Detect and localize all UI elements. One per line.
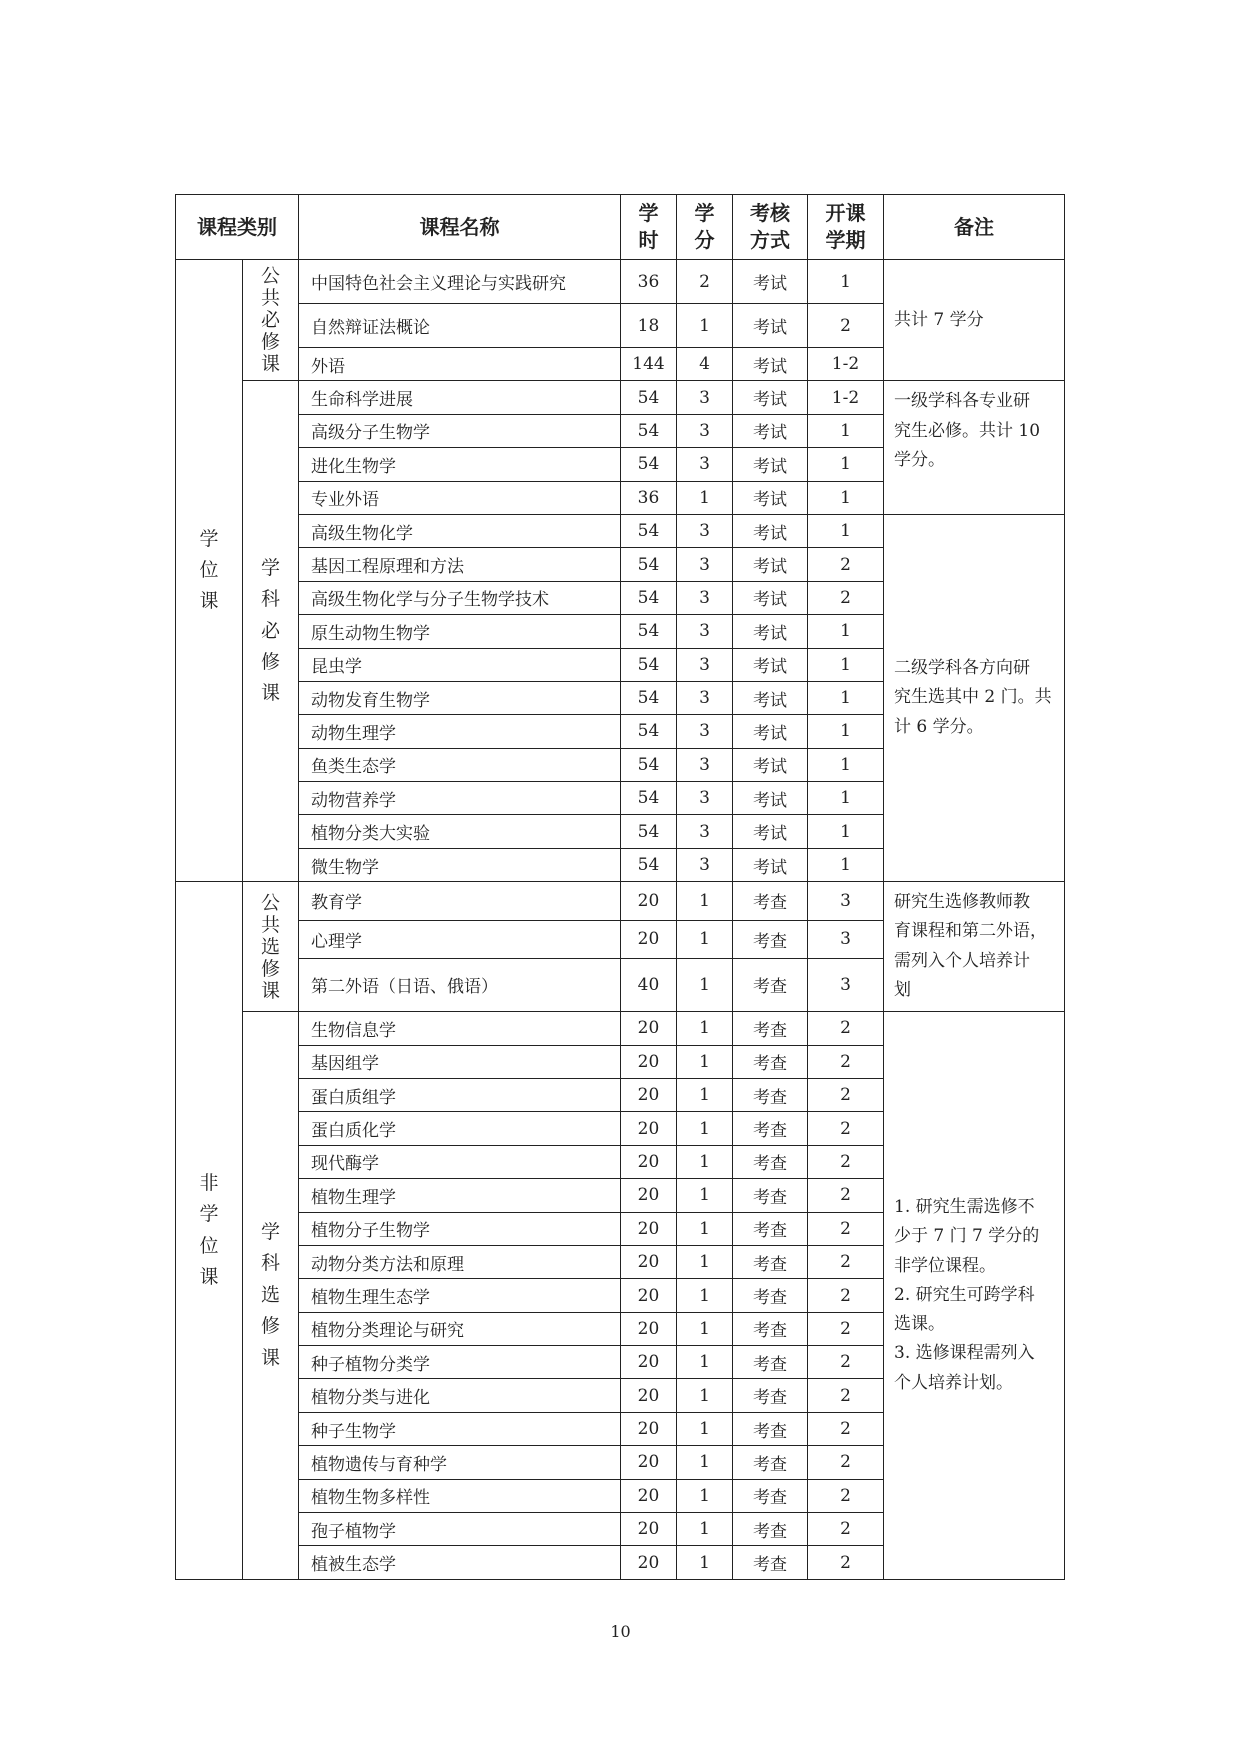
course-credits: 1 xyxy=(677,1212,733,1245)
course-semester: 2 xyxy=(808,1112,884,1145)
course-assessment: 考查 xyxy=(733,920,808,958)
course-name: 高级分子生物学 xyxy=(299,414,621,447)
course-semester: 2 xyxy=(808,581,884,614)
course-assessment: 考查 xyxy=(733,1045,808,1078)
course-semester: 1-2 xyxy=(808,348,884,381)
course-name: 植物分类与进化 xyxy=(299,1379,621,1412)
course-assessment: 考试 xyxy=(733,381,808,414)
course-semester: 3 xyxy=(808,920,884,958)
course-hours: 20 xyxy=(621,1412,677,1445)
course-semester: 3 xyxy=(808,958,884,1011)
course-assessment: 考查 xyxy=(733,1513,808,1546)
category-degree: 学 位 课 xyxy=(176,260,243,882)
course-name: 生物信息学 xyxy=(299,1012,621,1045)
course-semester: 1-2 xyxy=(808,381,884,414)
course-hours: 54 xyxy=(621,548,677,581)
course-credits: 1 xyxy=(677,1078,733,1111)
course-assessment: 考查 xyxy=(733,958,808,1011)
course-semester: 1 xyxy=(808,748,884,781)
table-row xyxy=(176,1012,1065,1045)
note-public-required: 共计 7 学分 xyxy=(884,260,1065,381)
course-hours: 20 xyxy=(621,1446,677,1479)
course-assessment: 考试 xyxy=(733,548,808,581)
course-name: 心理学 xyxy=(299,920,621,958)
course-name: 植物生理学 xyxy=(299,1179,621,1212)
note-public-elective: 研究生选修教师教 育课程和第二外语， 需列入个人培养计 划 xyxy=(884,882,1065,1012)
course-name: 蛋白质组学 xyxy=(299,1078,621,1111)
course-hours: 20 xyxy=(621,1245,677,1278)
course-semester: 2 xyxy=(808,1446,884,1479)
course-credits: 1 xyxy=(677,1112,733,1145)
course-assessment: 考试 xyxy=(733,348,808,381)
course-credits: 3 xyxy=(677,815,733,848)
course-credits: 1 xyxy=(677,1346,733,1379)
header-assessment: 考核 方式 xyxy=(733,195,808,260)
course-semester: 2 xyxy=(808,1546,884,1579)
course-hours: 20 xyxy=(621,1078,677,1111)
course-assessment: 考查 xyxy=(733,1245,808,1278)
course-name: 高级生物化学与分子生物学技术 xyxy=(299,581,621,614)
course-assessment: 考试 xyxy=(733,481,808,514)
note-level1-required: 一级学科各专业研 究生必修。共计 10 学分。 xyxy=(884,381,1065,515)
course-name: 外语 xyxy=(299,348,621,381)
course-hours: 54 xyxy=(621,581,677,614)
course-name: 动物分类方法和原理 xyxy=(299,1245,621,1278)
category-public-elective: 公 共 选 修 课 xyxy=(243,882,299,1012)
course-hours: 54 xyxy=(621,715,677,748)
course-semester: 2 xyxy=(808,1078,884,1111)
course-name: 蛋白质化学 xyxy=(299,1112,621,1145)
course-semester: 1 xyxy=(808,681,884,714)
course-hours: 54 xyxy=(621,615,677,648)
course-name: 专业外语 xyxy=(299,481,621,514)
course-semester: 2 xyxy=(808,1212,884,1245)
table-row xyxy=(176,514,1065,547)
course-semester: 2 xyxy=(808,1379,884,1412)
course-name: 种子植物分类学 xyxy=(299,1346,621,1379)
course-assessment: 考查 xyxy=(733,1546,808,1579)
course-assessment: 考查 xyxy=(733,1312,808,1345)
course-name: 教育学 xyxy=(299,882,621,920)
course-credits: 3 xyxy=(677,715,733,748)
course-hours: 54 xyxy=(621,414,677,447)
course-hours: 36 xyxy=(621,481,677,514)
course-credits: 3 xyxy=(677,748,733,781)
course-assessment: 考查 xyxy=(733,1212,808,1245)
course-assessment: 考试 xyxy=(733,304,808,348)
course-semester: 1 xyxy=(808,514,884,547)
course-credits: 4 xyxy=(677,348,733,381)
course-assessment: 考查 xyxy=(733,1479,808,1512)
course-name: 第二外语（日语、俄语） xyxy=(299,958,621,1011)
course-semester: 2 xyxy=(808,1412,884,1445)
course-semester: 1 xyxy=(808,782,884,815)
course-hours: 54 xyxy=(621,514,677,547)
course-name: 动物生理学 xyxy=(299,715,621,748)
course-hours: 54 xyxy=(621,681,677,714)
course-name: 植物生理生态学 xyxy=(299,1279,621,1312)
table-row xyxy=(176,381,1065,414)
course-credits: 1 xyxy=(677,1179,733,1212)
header-semester: 开课 学期 xyxy=(808,195,884,260)
course-credits: 3 xyxy=(677,681,733,714)
course-hours: 18 xyxy=(621,304,677,348)
course-assessment: 考查 xyxy=(733,1078,808,1111)
course-name: 孢子植物学 xyxy=(299,1513,621,1546)
course-semester: 1 xyxy=(808,715,884,748)
course-name: 植物遗传与育种学 xyxy=(299,1446,621,1479)
course-semester: 2 xyxy=(808,1145,884,1178)
course-assessment: 考试 xyxy=(733,815,808,848)
course-assessment: 考试 xyxy=(733,681,808,714)
course-name: 进化生物学 xyxy=(299,448,621,481)
course-credits: 3 xyxy=(677,581,733,614)
course-credits: 1 xyxy=(677,1546,733,1579)
course-hours: 20 xyxy=(621,1379,677,1412)
course-credits: 3 xyxy=(677,848,733,881)
course-assessment: 考试 xyxy=(733,615,808,648)
note-level2-required: 二级学科各方向研 究生选其中 2 门。共 计 6 学分。 xyxy=(884,514,1065,881)
course-semester: 2 xyxy=(808,1245,884,1278)
course-assessment: 考试 xyxy=(733,414,808,447)
course-credits: 1 xyxy=(677,958,733,1011)
course-semester: 1 xyxy=(808,648,884,681)
course-name: 鱼类生态学 xyxy=(299,748,621,781)
course-assessment: 考试 xyxy=(733,715,808,748)
course-name: 动物发育生物学 xyxy=(299,681,621,714)
course-assessment: 考查 xyxy=(733,1346,808,1379)
course-semester: 3 xyxy=(808,882,884,920)
course-credits: 1 xyxy=(677,481,733,514)
course-name: 现代酶学 xyxy=(299,1145,621,1178)
course-credits: 1 xyxy=(677,920,733,958)
course-credits: 3 xyxy=(677,414,733,447)
course-assessment: 考查 xyxy=(733,1179,808,1212)
course-name: 植被生态学 xyxy=(299,1546,621,1579)
course-assessment: 考试 xyxy=(733,260,808,304)
course-hours: 20 xyxy=(621,1546,677,1579)
course-semester: 1 xyxy=(808,414,884,447)
course-name: 昆虫学 xyxy=(299,648,621,681)
course-credits: 1 xyxy=(677,1279,733,1312)
course-semester: 2 xyxy=(808,1346,884,1379)
course-hours: 54 xyxy=(621,782,677,815)
course-credits: 3 xyxy=(677,548,733,581)
course-hours: 20 xyxy=(621,1145,677,1178)
course-hours: 54 xyxy=(621,815,677,848)
course-name: 植物分子生物学 xyxy=(299,1212,621,1245)
header-hours: 学 时 xyxy=(621,195,677,260)
course-credits: 1 xyxy=(677,1479,733,1512)
header-row xyxy=(176,195,1065,260)
course-assessment: 考查 xyxy=(733,1012,808,1045)
course-credits: 3 xyxy=(677,514,733,547)
course-assessment: 考查 xyxy=(733,1279,808,1312)
category-discipline-required: 学 科 必 修 课 xyxy=(243,381,299,882)
course-assessment: 考试 xyxy=(733,514,808,547)
course-assessment: 考查 xyxy=(733,1145,808,1178)
course-hours: 54 xyxy=(621,648,677,681)
course-hours: 20 xyxy=(621,1346,677,1379)
category-discipline-elective: 学 科 选 修 课 xyxy=(243,1012,299,1580)
course-credits: 1 xyxy=(677,1412,733,1445)
course-credits: 1 xyxy=(677,1446,733,1479)
course-semester: 2 xyxy=(808,548,884,581)
course-semester: 1 xyxy=(808,481,884,514)
course-name: 基因组学 xyxy=(299,1045,621,1078)
category-non-degree: 非 学 位 课 xyxy=(176,882,243,1580)
course-credits: 1 xyxy=(677,1379,733,1412)
course-credits: 1 xyxy=(677,1145,733,1178)
course-assessment: 考查 xyxy=(733,1446,808,1479)
course-assessment: 考试 xyxy=(733,648,808,681)
course-hours: 20 xyxy=(621,1513,677,1546)
course-hours: 20 xyxy=(621,1012,677,1045)
course-hours: 54 xyxy=(621,848,677,881)
table-row xyxy=(176,882,1065,920)
table-row xyxy=(176,260,1065,304)
category-public-required: 公 共 必 修 课 xyxy=(243,260,299,381)
course-semester: 1 xyxy=(808,848,884,881)
course-hours: 20 xyxy=(621,1045,677,1078)
course-name: 中国特色社会主义理论与实践研究 xyxy=(299,260,621,304)
course-hours: 54 xyxy=(621,448,677,481)
course-name: 自然辩证法概论 xyxy=(299,304,621,348)
course-semester: 1 xyxy=(808,615,884,648)
course-credits: 1 xyxy=(677,1245,733,1278)
course-credits: 1 xyxy=(677,882,733,920)
course-assessment: 考试 xyxy=(733,782,808,815)
course-hours: 54 xyxy=(621,748,677,781)
course-credits: 3 xyxy=(677,381,733,414)
course-credits: 1 xyxy=(677,1012,733,1045)
course-hours: 20 xyxy=(621,1312,677,1345)
course-semester: 2 xyxy=(808,1513,884,1546)
course-hours: 144 xyxy=(621,348,677,381)
course-semester: 2 xyxy=(808,1279,884,1312)
course-name: 高级生物化学 xyxy=(299,514,621,547)
course-hours: 20 xyxy=(621,920,677,958)
course-assessment: 考查 xyxy=(733,1379,808,1412)
course-credits: 3 xyxy=(677,648,733,681)
course-credits: 2 xyxy=(677,260,733,304)
course-name: 基因工程原理和方法 xyxy=(299,548,621,581)
course-semester: 2 xyxy=(808,1312,884,1345)
course-hours: 20 xyxy=(621,1279,677,1312)
course-credits: 3 xyxy=(677,782,733,815)
course-name: 微生物学 xyxy=(299,848,621,881)
course-hours: 20 xyxy=(621,1212,677,1245)
course-table xyxy=(175,194,1065,1580)
course-hours: 20 xyxy=(621,882,677,920)
course-name: 动物营养学 xyxy=(299,782,621,815)
course-semester: 2 xyxy=(808,1179,884,1212)
course-name: 植物生物多样性 xyxy=(299,1479,621,1512)
course-assessment: 考试 xyxy=(733,448,808,481)
course-credits: 3 xyxy=(677,448,733,481)
course-hours: 54 xyxy=(621,381,677,414)
header-category: 课程类别 xyxy=(176,195,299,260)
course-name: 植物分类大实验 xyxy=(299,815,621,848)
course-hours: 20 xyxy=(621,1112,677,1145)
course-credits: 1 xyxy=(677,304,733,348)
header-course-name: 课程名称 xyxy=(299,195,621,260)
course-assessment: 考试 xyxy=(733,748,808,781)
course-hours: 40 xyxy=(621,958,677,1011)
course-assessment: 考查 xyxy=(733,1412,808,1445)
course-semester: 2 xyxy=(808,1012,884,1045)
course-semester: 2 xyxy=(808,1479,884,1512)
course-name: 种子生物学 xyxy=(299,1412,621,1445)
note-discipline-elective: 1. 研究生需选修不 少于 7 门 7 学分的 非学位课程。 2. 研究生可跨学科 选课。 3. 选修课程需列入 个人培养计划。 xyxy=(884,1012,1065,1580)
course-name: 生命科学进展 xyxy=(299,381,621,414)
course-name: 原生动物生物学 xyxy=(299,615,621,648)
course-semester: 1 xyxy=(808,815,884,848)
course-credits: 3 xyxy=(677,615,733,648)
course-assessment: 考试 xyxy=(733,581,808,614)
page-number: 10 xyxy=(610,1622,631,1641)
course-assessment: 考查 xyxy=(733,1112,808,1145)
course-assessment: 考试 xyxy=(733,848,808,881)
course-name: 植物分类理论与研究 xyxy=(299,1312,621,1345)
course-semester: 1 xyxy=(808,448,884,481)
course-semester: 2 xyxy=(808,304,884,348)
header-credits: 学 分 xyxy=(677,195,733,260)
course-credits: 1 xyxy=(677,1045,733,1078)
course-credits: 1 xyxy=(677,1312,733,1345)
course-credits: 1 xyxy=(677,1513,733,1546)
course-assessment: 考查 xyxy=(733,882,808,920)
course-hours: 36 xyxy=(621,260,677,304)
course-hours: 20 xyxy=(621,1479,677,1512)
course-hours: 20 xyxy=(621,1179,677,1212)
course-semester: 2 xyxy=(808,1045,884,1078)
course-semester: 1 xyxy=(808,260,884,304)
header-remarks: 备注 xyxy=(884,195,1065,260)
